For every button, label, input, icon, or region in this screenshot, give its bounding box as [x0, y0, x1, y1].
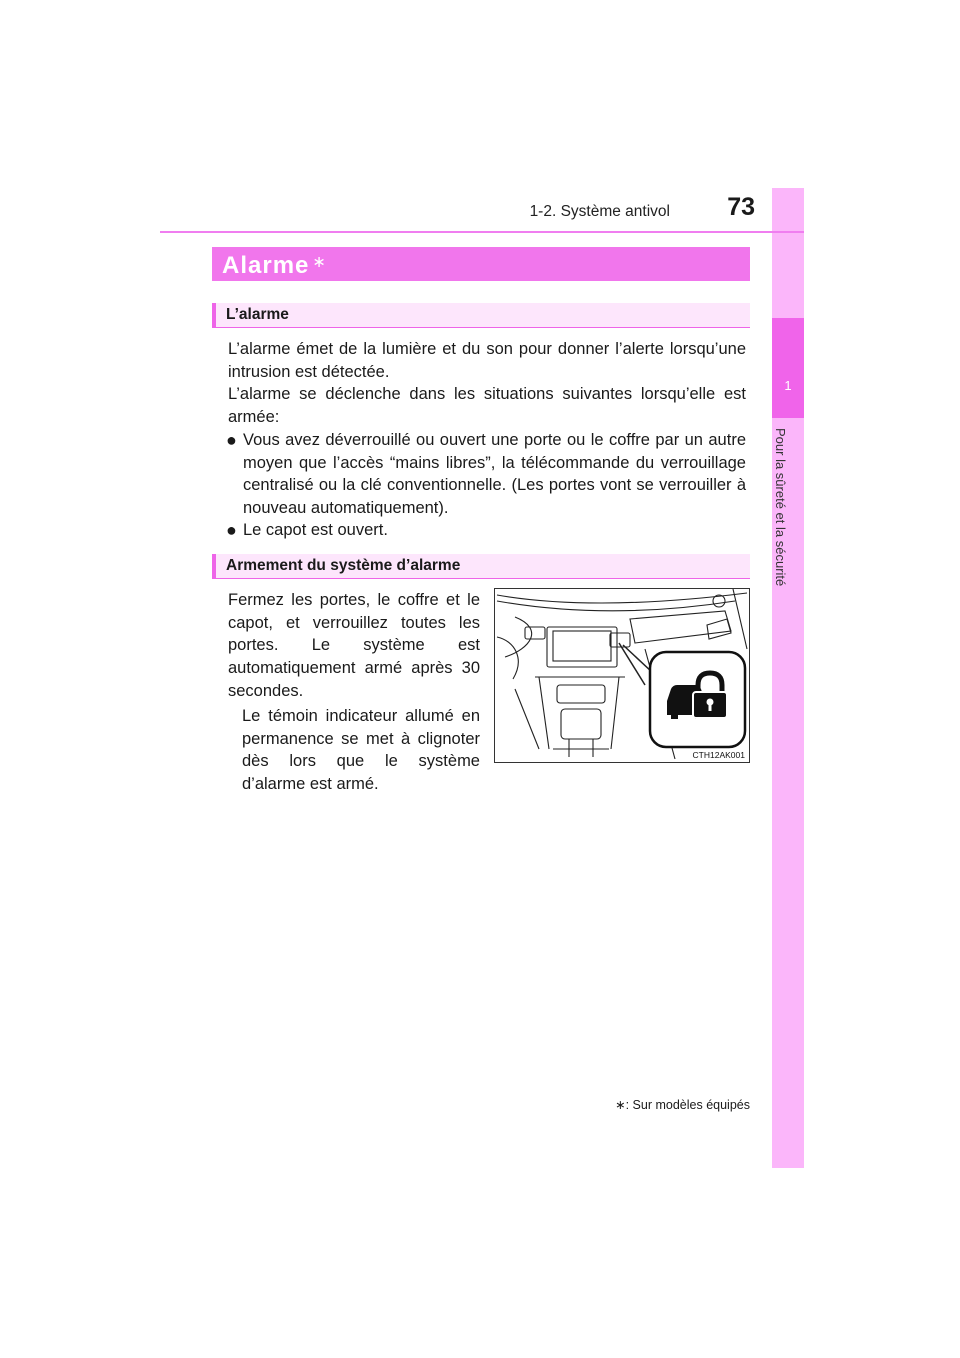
side-tab-rule	[772, 231, 804, 233]
page-title	[222, 252, 327, 280]
section-heading-text: L’alarme	[226, 306, 289, 323]
header-rule	[160, 231, 772, 233]
running-head: 1-2. Système antivol	[529, 203, 670, 220]
illustration-code: CTH12AK001	[692, 750, 745, 760]
bullet-item: Le capot est ouvert.	[243, 521, 388, 539]
note-text: Le témoin indicateur allumé en permanence se met à clignoter dès lors que le système d’alarme est armé.	[242, 707, 480, 793]
chapter-side-tab-active	[772, 318, 804, 418]
footnote: ∗: Sur modèles équipés	[615, 1098, 750, 1112]
section-heading-alarm	[212, 303, 750, 328]
bullet-icon: ●	[226, 520, 237, 540]
paragraph: Fermez les portes, le coffre et le capot, et verrouillez toutes les portes. Le système est automatiquement armé après 30 secondes.	[228, 591, 480, 700]
chapter-title: Pour la sûreté et la sécurité	[773, 428, 788, 587]
chapter-number: 1	[784, 378, 792, 393]
paragraph: L’alarme émet de la lumière et du son pour donner l’alerte lorsqu’une intrusion est détectée.	[228, 340, 746, 381]
title-marker: ∗	[312, 254, 327, 271]
dashboard-drawing	[495, 589, 749, 762]
page-title-text: Alarme	[222, 252, 310, 279]
page-number: 73	[727, 193, 755, 221]
paragraph: L’alarme se déclenche dans les situations suivantes lorsqu’elle est armée:	[228, 385, 746, 426]
section-heading-arming	[212, 554, 750, 579]
bullet-icon: ●	[226, 430, 237, 450]
section-heading-text: Armement du système d’alarme	[226, 557, 461, 574]
car-lock-indicator-icon	[650, 652, 745, 747]
dashboard-illustration	[494, 588, 750, 763]
bullet-item: Vous avez déverrouillé ou ouvert une porte ou le coffre par un autre moyen que l’accès “mains libres”, la télécommande du verrouillage centralisé ou la clé conventionnelle. (Les portes vont se verrouiller à nouveau automatiquement).	[243, 431, 746, 517]
